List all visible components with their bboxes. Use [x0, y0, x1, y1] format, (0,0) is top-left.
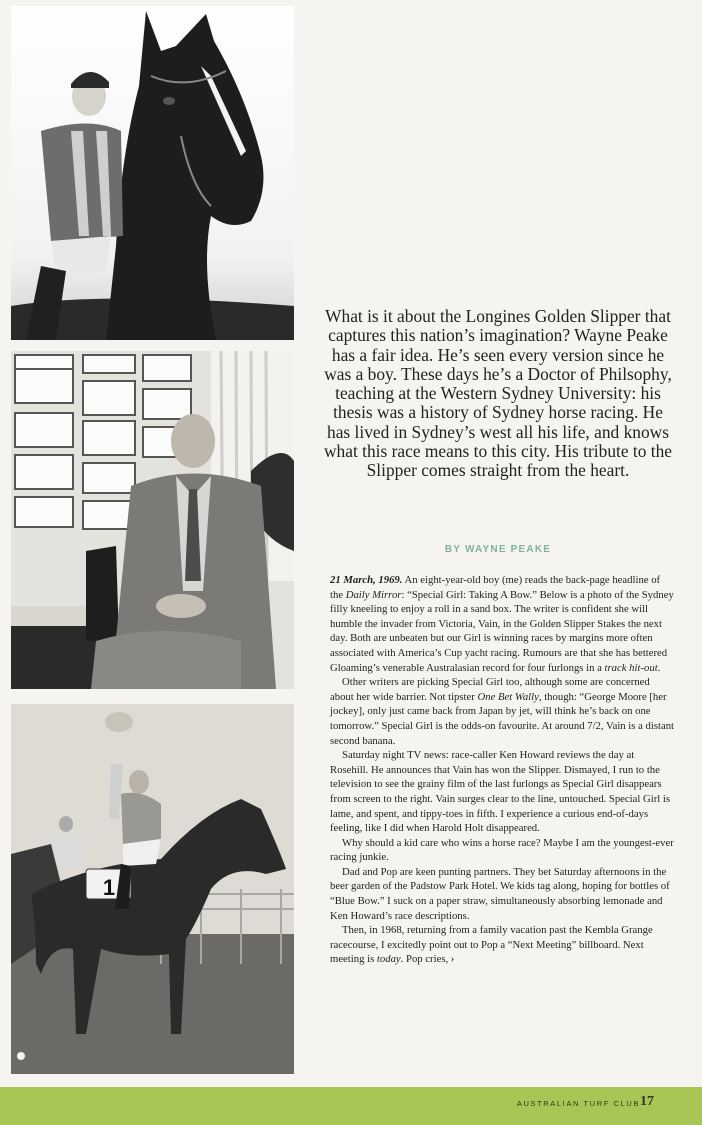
- paragraph-text: : “Special Girl: Taking A Bow.” Below is a photo of the Sydney filly kneeling to enjoy a roll in a sand box. The writer is confident she will humble the invader from Victoria, Vain, in the Golden Slipper Stakes the next day. Both are unbeaten but our Girl is winning races by margins more often associated with America’s Cup yacht racing. Rumours are that she has bettered Gloaming’s venerable Australasian record for four furlongs in a: [330, 588, 674, 674]
- intro-blurb: What is it about the Longines Golden Slipper that captures this nation’s imagination? Wayne Peake has a fair idea. He’s seen every version since he was a boy. These days he’s a Doctor of Philsophy, teaching at the Western Sydney University: his thesis was a history of Sydney horse racing. He has lived in Sydney’s west all his life, and knows what this race means to this city. His tribute to the Slipper comes straight from the heart.: [323, 306, 673, 481]
- dateline: 21 March, 1969.: [330, 574, 403, 586]
- photo-man-in-office: [11, 351, 294, 689]
- paragraph-1: [330, 573, 675, 675]
- paragraph-4: Why should a kid care who wins a horse race? Maybe I am the youngest-ever racing junkie.: [330, 836, 674, 864]
- paragraph-text: , though: “George Moore [her jockey], only just came back from Japan by jet, will think he’s back on one tomorrow.” Special Girl is the odds-on favourite. At around 7/2, Vain is a distant second banana.: [330, 690, 675, 747]
- paragraph-2: [330, 675, 675, 748]
- paragraph-5: Dad and Pop are keen punting partners. They bet Saturday afternoons in the beer garden of the Padstow Park Hotel. We kids tag along, hoping for bottles of “Blue Bow.” I suck on a paper straw, simultaneously absorbing lemonade and Ken Howard’s race descriptions.: [330, 865, 670, 922]
- paragraph-3: Saturday night TV news: race-caller Ken Howard reviews the day at Rosehill. He announces that Vain has won the Slipper. Dismayed, I run to the television to see the grainy film of the last furlongs as Special Girl disappears from screen to the right. Vain surges clear to the line, untouched. Special Girl is lame, and spent, and tippy-toes in fifth. I experience a curious end-of-days feeling, like I did when Harold Holt disappeared.: [330, 749, 671, 835]
- photo-jockey-with-horse: [11, 6, 294, 340]
- paragraph-text: Other writers are picking Special Girl too, although some are concerned about her wide barrier. Not tipster: [330, 676, 650, 703]
- photo-jockey-celebrating: [11, 704, 294, 1074]
- paragraph-text: Then, in 1968, returning from a family vacation past the Kembla Grange racecourse, I excitedly point out to Pop a “Next Meeting” billboard. Next meeting is: [330, 924, 653, 966]
- paragraph-6: [330, 923, 675, 968]
- tipster-name: One Bet Wally: [477, 690, 539, 703]
- byline: BY WAYNE PEAKE: [444, 544, 552, 555]
- footer-publication: AUSTRALIAN TURF CLUB: [516, 1099, 640, 1108]
- article-body: [330, 573, 675, 968]
- saddle-cloth-number: 1: [102, 875, 116, 900]
- paragraph-text: . Pop cries,: [400, 953, 451, 966]
- page-number: 17: [640, 1094, 654, 1109]
- publication-name: Daily Mirror: [345, 588, 402, 601]
- emphasis: track hit-out: [604, 661, 658, 674]
- continue-arrow-icon: ›: [450, 954, 455, 966]
- paragraph-text: .: [657, 661, 661, 674]
- emphasis: today: [376, 953, 401, 966]
- paragraph-text: An eight-year-old boy (me) reads the back-page headline of the: [330, 574, 661, 601]
